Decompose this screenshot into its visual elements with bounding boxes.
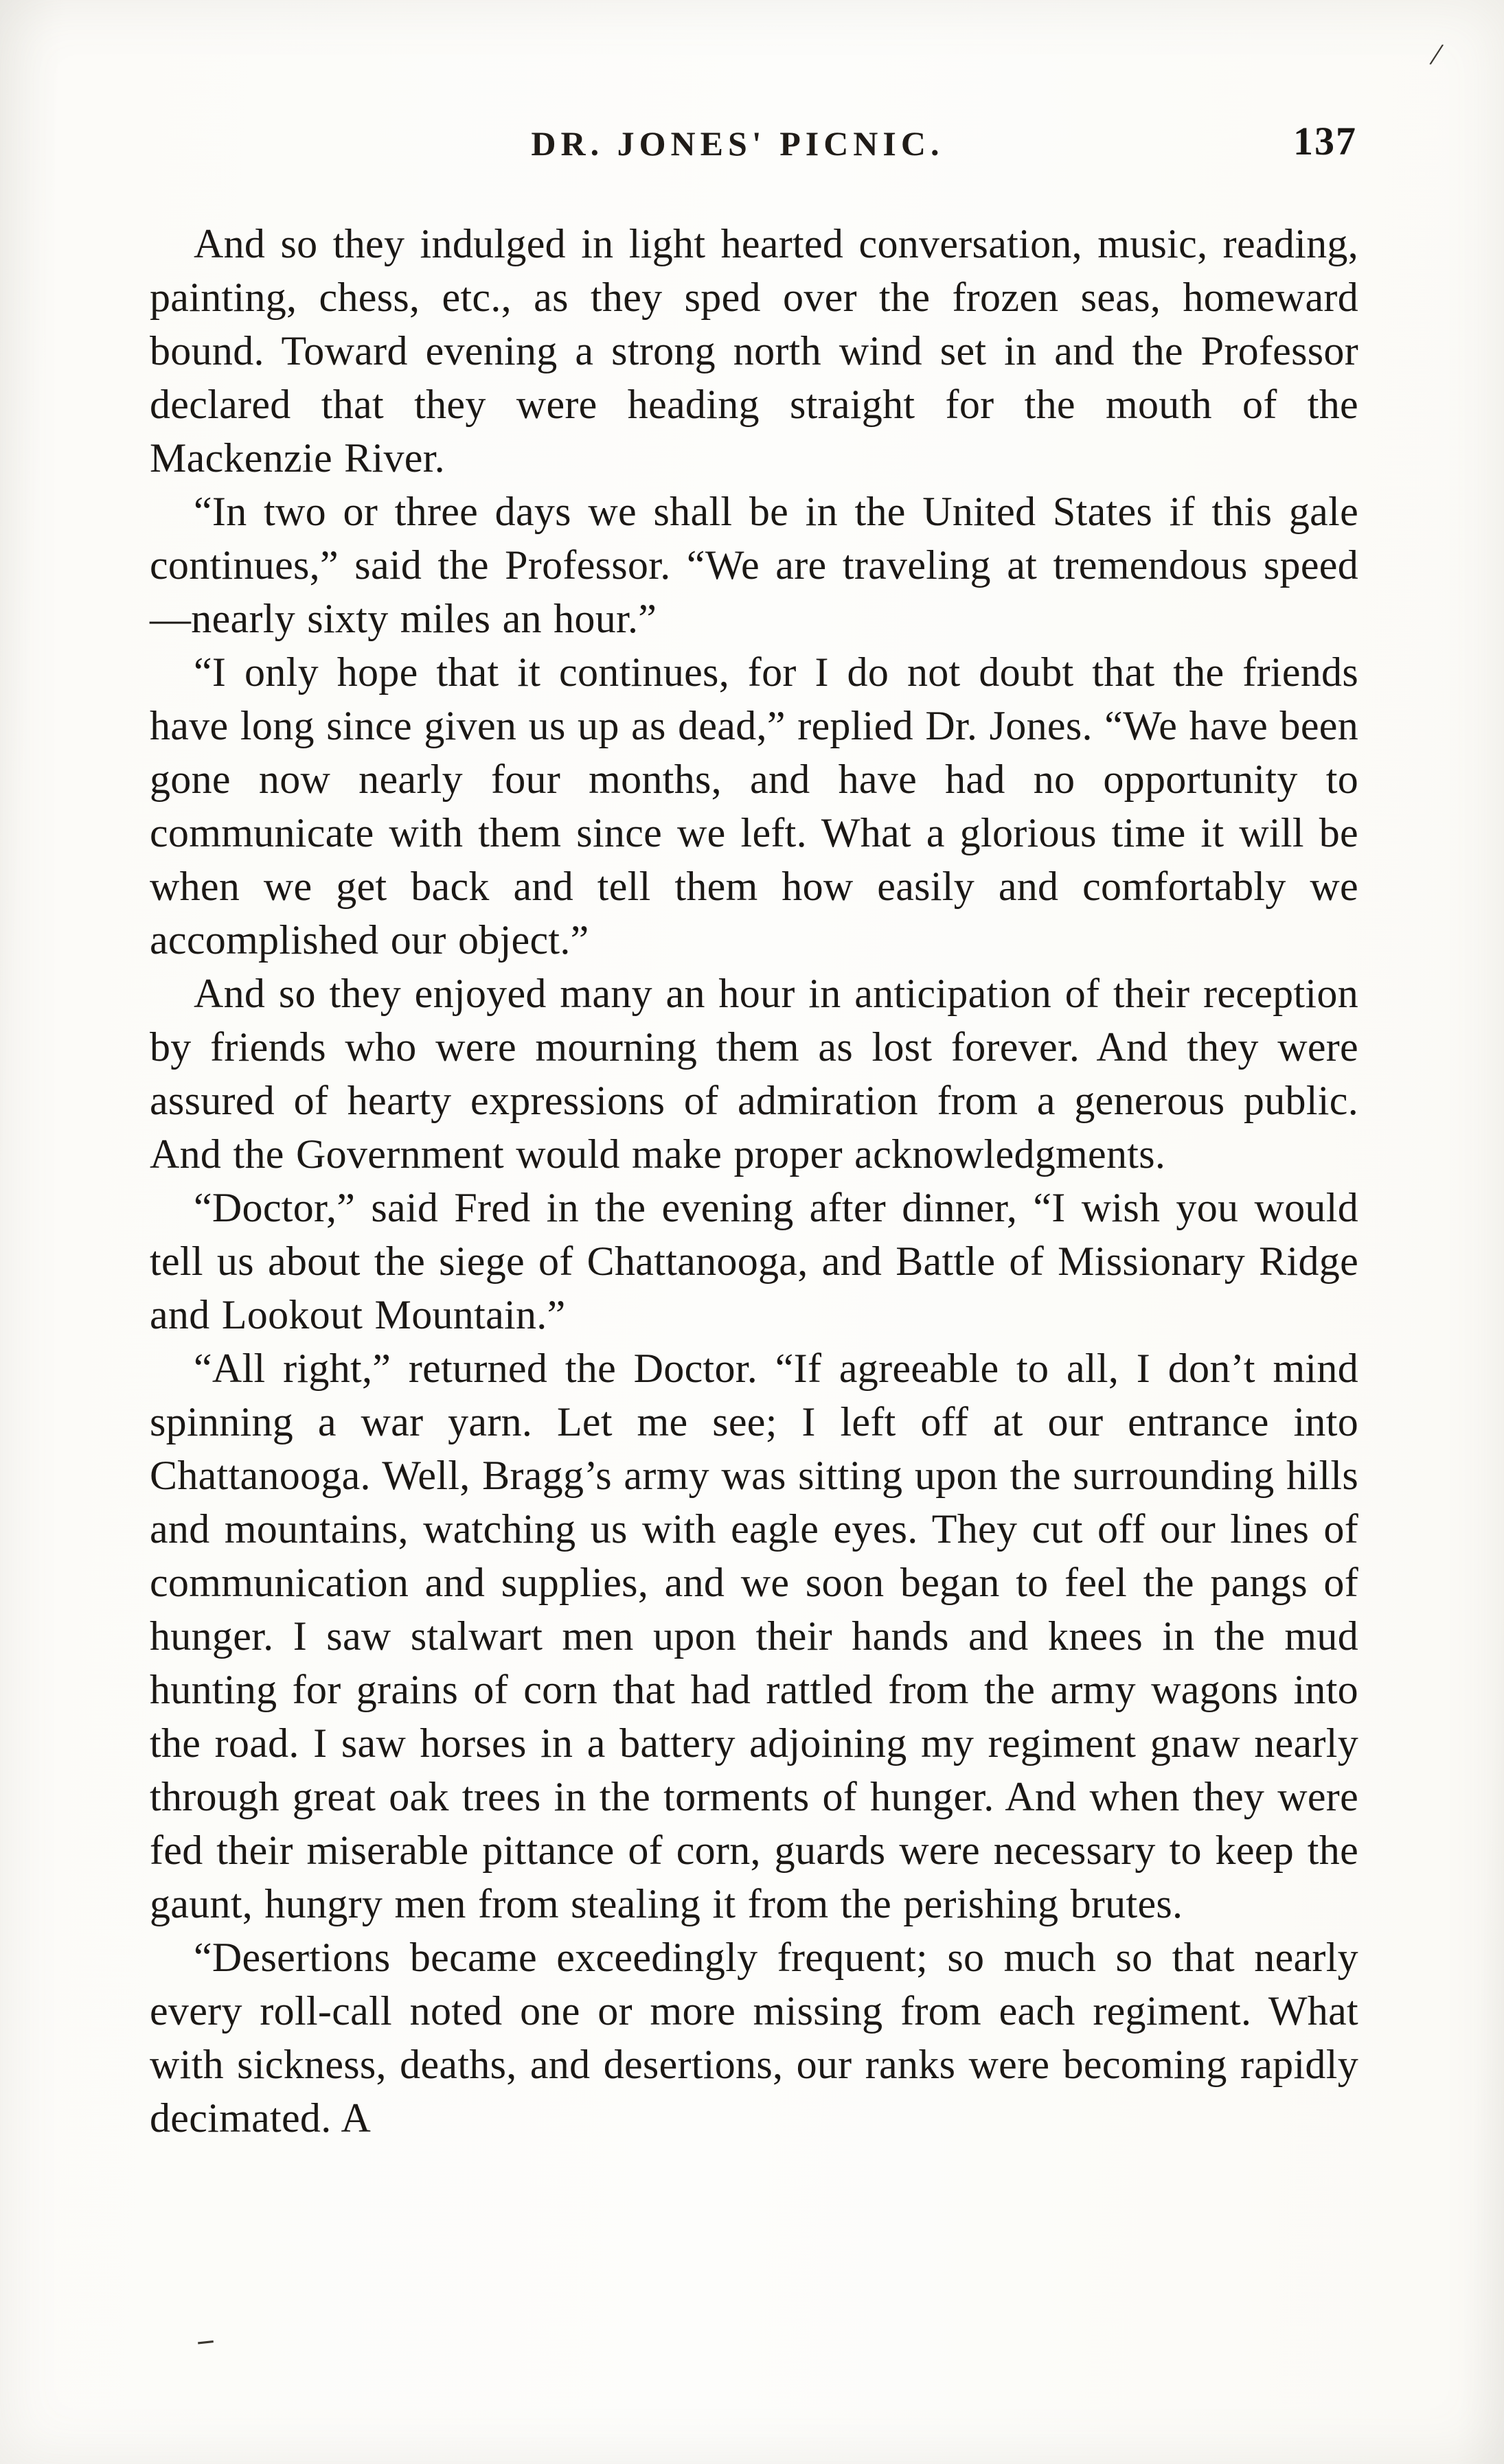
paragraph-1: And so they indulged in light hearted conversation, music, reading, painting, chess, etc., as they sped over the frozen seas, homeward bound. Toward evening a strong north wind set in and the Professor declared that they were heading straight for the mouth of the Mackenzie River. (150, 221, 1358, 481)
page-content (150, 118, 1358, 2145)
page-number: 137 (1293, 119, 1357, 163)
paragraph-5: “Doctor,” said Fred in the evening after dinner, “I wish you would tell us about the siege of Chattanooga, and Battle of Missionary Ridge and Lookout Mountain.” (150, 1185, 1358, 1337)
running-header-title: DR. JONES' PICNIC. (531, 124, 944, 163)
scan-artifact-top-right: / (1427, 36, 1446, 73)
page-body (150, 217, 1358, 2145)
paragraph-4: And so they enjoyed many an hour in anticipation of their reception by friends who were mourning them as lost forever. And they were assured of hearty expressions of admiration from a generous public. And the Government would make proper acknowledgments. (150, 971, 1358, 1177)
paragraph-6: “All right,” returned the Doctor. “If agreeable to all, I don’t mind spinning a war yarn. Let me see; I left off at our entrance into Chattanooga. Well, Bragg’s army was sitting upon the surrounding hills and mountains, watching us with eagle eyes. They cut off our lines of communication and supplies, and we soon began to feel the pangs of hunger. I saw stalwart men upon their hands and knees in the mud hunting for grains of corn that had rattled from the army wagons into the road. I saw horses in a battery adjoining my regiment gnaw nearly through great oak trees in the torments of hunger. And when they were fed their miserable pittance of corn, guards were necessary to keep the gaunt, hungry men from stealing it from the perishing brutes. (150, 1346, 1358, 1926)
paragraph-7: “Desertions became exceedingly frequent; so much so that nearly every roll-call noted one or more missing from each regiment. What with sickness, deaths, and desertions, our ranks were becoming rapidly decimated. A (150, 1935, 1358, 2141)
paragraph-2: “In two or three days we shall be in the United States if this gale continues,” said the Professor. “We are traveling at tremendous speed—nearly sixty miles an hour.” (150, 489, 1358, 641)
paragraph-3: “I only hope that it continues, for I do not doubt that the friends have long since given us up as dead,” replied Dr. Jones. “We have been gone now nearly four months, and have had no opportunity to communicate with them since we left. What a glorious time it will be when we get back and tell them how easily and comfortably we accomplished our object.” (150, 649, 1358, 963)
running-header (150, 118, 1358, 172)
scan-artifact-bottom-left: – (196, 2321, 215, 2358)
